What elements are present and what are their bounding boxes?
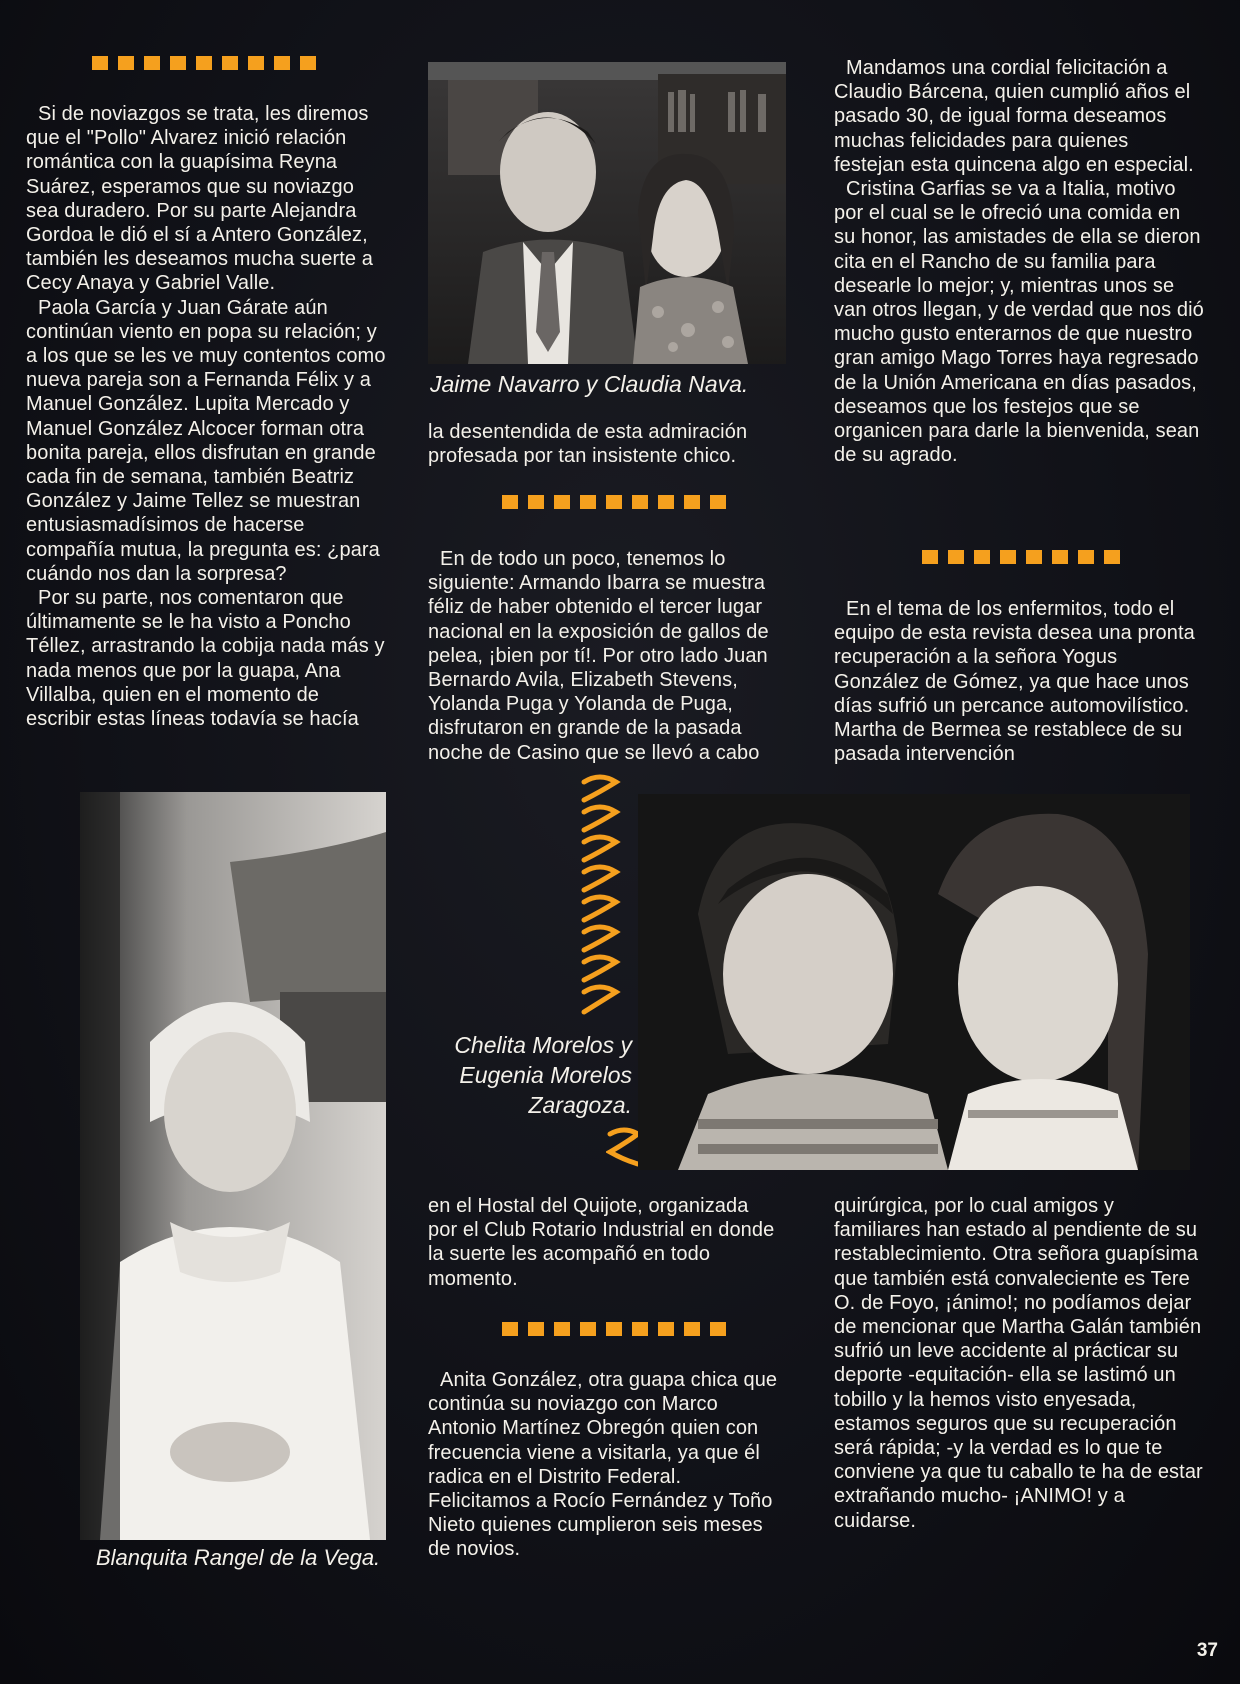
paragraph: Si de noviazgos se trata, les diremos que el "Pollo" Alvarez inició relación romántica con la guapísima Reyna Suárez, esperamos que su noviazgo sea duradero. Por su parte Alejandra Gordoa le dió el sí a Antero González, también les deseamos mucha suerte a Cecy Anaya y Gabriel Valle. xyxy=(26,103,374,295)
orange-ornament xyxy=(578,772,622,1018)
section-divider xyxy=(502,495,726,509)
paragraph: Anita González, otra guapa chica que continúa su noviazgo con Marco Antonio Martínez Obregón quien con frecuencia viene a visitarla, ya que él radica en el Distrito Federal. Felicitamos a Rocío Fernández y Toño Nieto quienes cumplieron seis meses de novios. xyxy=(428,1369,778,1561)
middle-column-text-mid xyxy=(428,547,790,765)
photo-caption: Jaime Navarro y Claudia Nava. xyxy=(430,371,749,397)
photo-caption: Blanquita Rangel de la Vega. xyxy=(96,1545,381,1570)
photo-two-girls-image xyxy=(638,794,1190,1170)
photo-couple-image xyxy=(428,62,786,364)
paragraph: Por su parte, nos comentaron que últimamente se le ha visto a Poncho Téllez, arrastrando la cobija nada más y nada menos que por la guapa, Ana Villalba, quien en el momento de escribir estas líneas todavía se hacía xyxy=(26,587,385,731)
paragraph: Mandamos una cordial felicitación a Claudio Bárcena, quien cumplió años el pasado 30, de igual forma deseamos muchas felicidades para quienes festejan esta quincena algo en especial. xyxy=(834,57,1194,176)
right-column-text-top xyxy=(834,56,1204,467)
paragraph: Paola García y Juan Gárate aún continúan viento en popa su relación; y a los que se les ve muy contentos como nueva pareja son a Fernanda Félix y a Manuel González. Lupita Mercado y Manuel González Alcocer forman otra bonita pareja, ellos disfrutan en grande cada fin de semana, también Beatriz González y Jaime Tellez se muestran entusiasmadísimos de hacerse compañía mutua, la pregunta es: ¿para cuándo nos dan la sorpresa? xyxy=(26,296,386,585)
caption-line: Eugenia Morelos xyxy=(459,1062,632,1088)
paragraph: Cristina Garfias se va a Italia, motivo por el cual se le ofreció una comida en su honor, las amistades de ella se dieron cita en el Rancho de su familia para desearle lo mejor; y, mientras unos se van otros llegan, y de verdad que nos dió mucho gusto enterarnos de que nuestro gran amigo Mago Torres haya regresado de la Unión Americana en días pasados, deseamos que los festejos que se organicen para darle la bienvenida, sean de su agrado. xyxy=(834,178,1204,467)
ornament-scroll-icon xyxy=(578,772,622,1018)
section-divider xyxy=(922,550,1120,564)
caption-line: Zaragoza. xyxy=(528,1092,632,1118)
paragraph: en el Hostal del Quijote, organizada por el Club Rotario Industrial en donde la suerte les acompañó en todo momento. xyxy=(428,1195,775,1290)
paragraph: En de todo un poco, tenemos lo siguiente: Armando Ibarra se muestra féliz de haber obtenido el tercer lugar nacional en la exposición de gallos de pelea, ¡bien por tí!. Por otro lado Juan Bernardo Avila, Elizabeth Stevens, Yolanda Puga y Yolanda de Puga, disfrutaron en grande de la pasada noche de Casino que se llevó a cabo xyxy=(428,548,769,764)
right-column-text-mid xyxy=(834,597,1204,766)
section-divider xyxy=(502,1322,726,1336)
page-number: 37 xyxy=(1196,1640,1218,1661)
photo-caption-block xyxy=(426,1030,632,1120)
section-divider xyxy=(92,56,316,70)
middle-column-text-bottom xyxy=(428,1194,780,1291)
paragraph: quirúrgica, por lo cual amigos y familiares han estado al pendiente de su restablecimiento. Otra señora guapísima que también está convaleciente es Tere O. de Foyo, ¡ánimo!; no podíamos dejar de mencionar que Martha Galán también sufrió un leve accidente al prácticar su deporte -equitación- ella se lastimó un tobillo y la hemos visto enyesada, estamos seguros que su recuperación será rápida; -y la verdad es lo que te conviene ya que tu caballo te ha de estar extrañando mucho- ¡ANIMO! y a cuidarse. xyxy=(834,1195,1203,1532)
photo-couple xyxy=(428,62,786,364)
right-column-text-bottom xyxy=(834,1194,1206,1533)
ornament-scroll-icon xyxy=(606,1126,642,1168)
left-column-text xyxy=(26,102,386,731)
middle-column-text-bottom-2 xyxy=(428,1368,786,1562)
photo-girl-image xyxy=(80,792,386,1540)
photo-two-girls xyxy=(638,794,1190,1170)
photo-girl xyxy=(80,792,386,1540)
caption-line: Chelita Morelos y xyxy=(454,1032,632,1058)
paragraph: En el tema de los enfermitos, todo el equipo de esta revista desea una pronta recuperación a la señora Yogus González de Gómez, ya que hace unos días sufrió un percance automovilístico. Martha de Bermea se restablece de su pasada intervención xyxy=(834,598,1195,766)
middle-column-text-top xyxy=(428,420,788,468)
paragraph: la desentendida de esta admiración profesada por tan insistente chico. xyxy=(428,421,748,468)
